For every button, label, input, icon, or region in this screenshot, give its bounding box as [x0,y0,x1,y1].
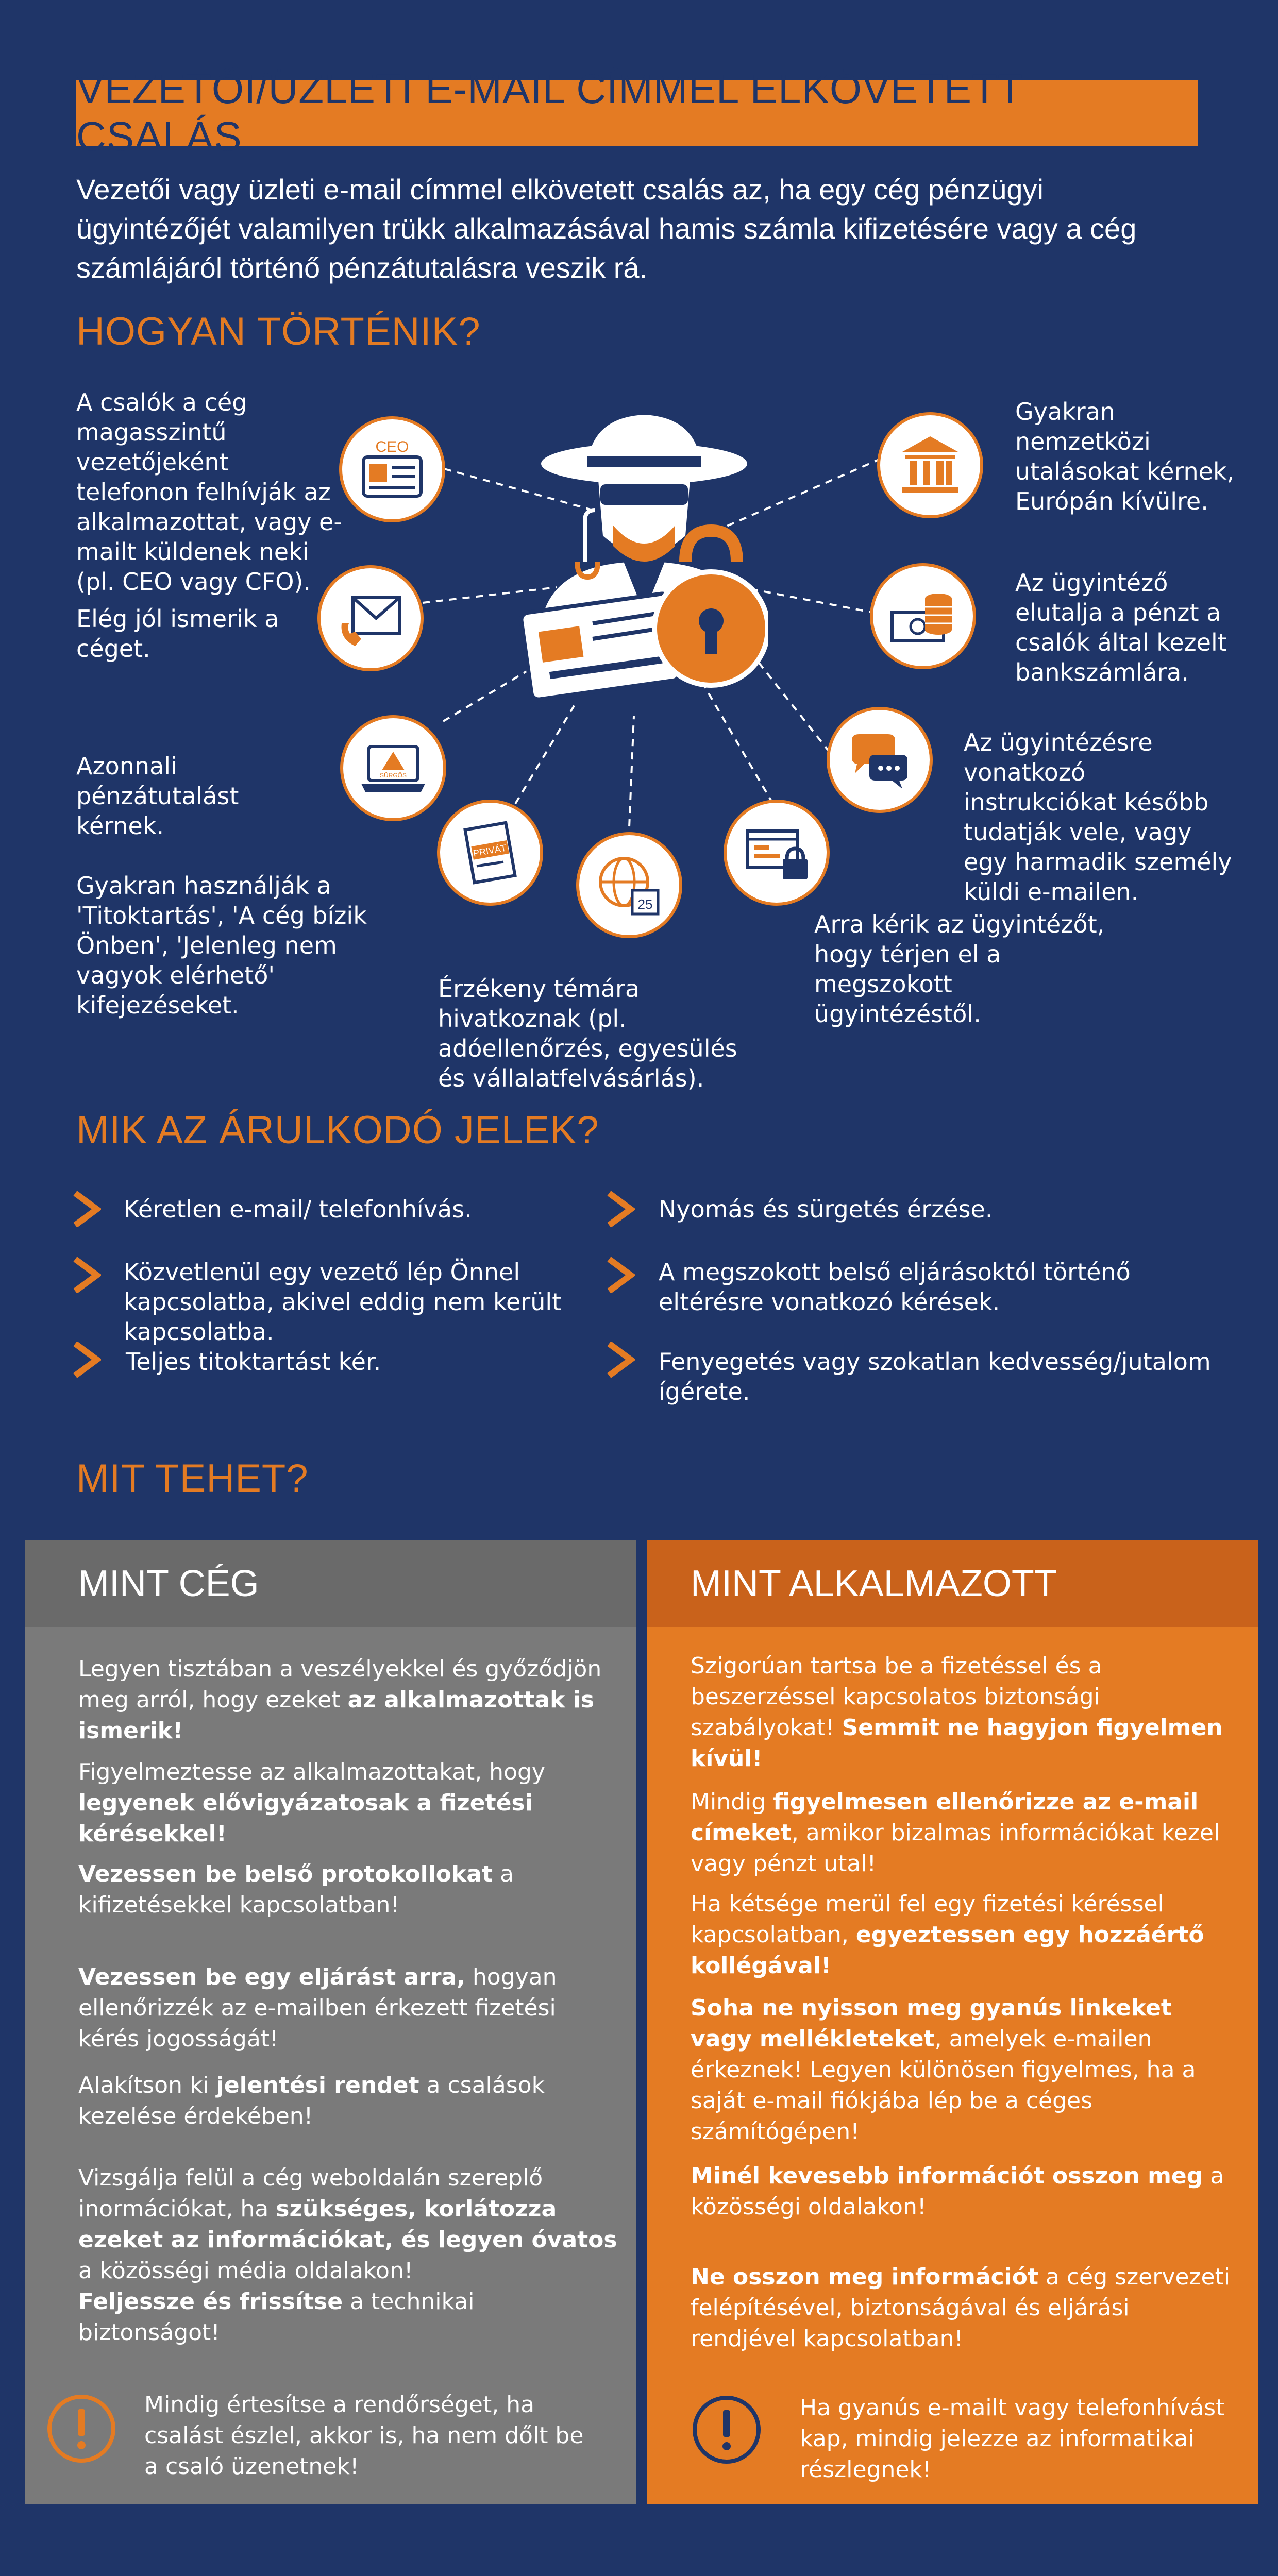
sign-right-1: Nyomás és sürgetés érzése. [659,1195,993,1223]
sign-left-3: Teljes titoktartást kér. [126,1348,381,1376]
company-item-7: Feljessze és frissítse a technikai biztonságot! [78,2289,475,2346]
sign-right-3: Fenyegetés vagy szokatlan kedvesség/jutalom ígérete. [659,1348,1211,1405]
company-list [25,1627,636,2504]
how-item-4: Gyakran használják a 'Titoktartás', 'A cég bízik Önben', 'Jelenleg nem vagyok elérhető' kifejezéseket. [76,872,367,1019]
laptop-warning-icon [340,715,446,821]
chevron-right-icon [606,1257,635,1293]
screen-lock-icon [724,800,830,906]
how-item-3: Azonnali pénzátutalást kérnek. [76,752,239,840]
how-item-6: Arra kérik az ügyintézőt, hogy térjen el a megszokott ügyintézéstől. [814,910,1105,1028]
how-item-8: Az ügyintéző elutalja a pénzt a csalók által kezelt bankszámlára. [1015,569,1227,686]
sign-left-1: Kéretlen e-mail/ telefonhívás. [124,1195,472,1223]
laptop-warning-label: SÜRGŐS [379,772,407,779]
globe-calendar-label: 25 [637,896,653,912]
employee-title: MINT ALKALMAZOTT [647,1540,1258,1627]
what-heading: MIT TEHET? [76,1456,309,1500]
company-item-1: Legyen tisztában a veszélyekkel és győződjön meg arról, hogy ezeket az alkalmazottak is ismerik! [78,1656,602,1744]
page-title: VEZETŐI/ÜZLETI E-MAIL CÍMMEL ELKÖVETETT CSALÁS [76,66,1023,159]
employee-list [647,1627,1258,2504]
alert-exclamation-icon [45,2393,117,2465]
employee-alert: Ha gyanús e-mailt vagy telefonhívást kap, mindig jelezze az informatikai részlegnek! [800,2395,1225,2483]
employee-item-3: Ha kétsége merül fel egy fizetési kéréssel kapcsolatban, egyeztessen egy hozzáértő kollégával! [691,1891,1204,1979]
chevron-right-icon [606,1191,635,1227]
employee-item-2: Mindig figyelmesen ellenőrizze az e-mail címeket, amikor bizalmas információkat kezel vagy pénzt utal! [691,1789,1220,1877]
how-item-7: Az ügyintézésre vonatkozó instrukciókat később tudatják vele, vagy egy harmadik személy küldi e-mailen. [964,728,1232,906]
ceo-icon-label: CEO [375,438,409,455]
intro-text: Vezetői vagy üzleti e-mail címmel elkövetett csalás az, ha egy cég pénzügyi ügyintézőjét valamilyen trükk alkalmazásával hamis számla kifizetésére vagy a cég számlájáról történő pénzátutalásra veszik rá. [76,173,1137,284]
private-document-label: PRIVÁT [472,842,508,859]
how-heading: HOGYAN TÖRTÉNIK? [76,310,481,353]
company-alert: Mindig értesítse a rendőrséget, ha csalást észlel, akkor is, ha nem dőlt be a csaló üzenetnek! [144,2392,584,2480]
chat-bubbles-icon [827,707,933,813]
chevron-right-icon [72,1191,101,1227]
signs-heading: MIK AZ ÁRULKODÓ JELEK? [76,1108,599,1152]
employee-item-4: Soha ne nyisson meg gyanús linkeket vagy mellékleteket, amelyek e-mailen érkeznek! Legyen különösen figyelmes, ha a saját e-mail fiókjába lép be a céges számítógépen! [691,1995,1196,2145]
chevron-right-icon [72,1257,101,1293]
chevron-right-icon [606,1342,635,1378]
how-item-1: A csalók a cég magasszintű vezetőjeként telefonon felhívják az alkalmazottat, vagy e-mailt küldenek neki (pl. CEO vagy CFO). [76,388,342,596]
how-item-2: Elég jól ismerik a céget. [76,605,279,663]
employee-column [647,1540,1258,2504]
chevron-right-icon [72,1342,101,1378]
how-item-9: Gyakran nemzetközi utalásokat kérnek, Európán kívülre. [1015,398,1235,515]
company-item-3: Vezessen be belső protokollokat a kifizetésekkel kapcsolatban! [78,1861,514,1918]
employee-item-1: Szigorúan tartsa be a fizetéssel és a beszerzéssel kapcsolatos biztonsági szabályokat! Semmit ne hagyjon figyelmen kívül! [691,1653,1223,1772]
globe-calendar-icon [576,832,682,938]
company-item-6: Vizsgálja felül a cég weboldalán szereplő inormációkat, ha szükséges, korlátozza ezeket az információkat, és legyen óvatos a közösségi média oldalakon! [78,2165,617,2284]
sign-left-2: Közvetlenül egy vezető lép Önnel kapcsolatba, akivel eddig nem került kapcsolatba. [124,1258,562,1346]
company-title: MINT CÉG [25,1540,636,1627]
private-document-icon [437,800,543,906]
company-column [25,1540,636,2504]
money-coins-icon [870,563,976,669]
company-item-4: Vezessen be egy eljárást arra, hogyan ellenőrizzék az e-mailben érkezett fizetési kérés jogosságát! [78,1964,557,2052]
bank-icon [877,412,983,518]
company-item-5: Alakítson ki jelentési rendet a csalások kezelése érdekében! [78,2072,545,2129]
alert-exclamation-icon [691,2394,763,2466]
title-banner [76,66,1198,159]
sign-right-2: A megszokott belső eljárásoktól történő eltérésre vonatkozó kérések. [659,1258,1131,1316]
company-item-2: Figyelmeztesse az alkalmazottakat, hogy legyenek elővigyázatosak a fizetési kérésekkel! [78,1759,545,1847]
how-item-5: Érzékeny témára hivatkoznak (pl. adóellenőrzés, egyesülés és vállalatfelvásárlás). [438,975,737,1092]
ceo-icon [339,416,445,522]
hacker-figure-icon [510,407,768,737]
employee-item-5: Minél kevesebb információt osszon meg a közösségi oldalakon! [691,2163,1224,2220]
employee-item-6: Ne osszon meg információt a cég szervezeti felépítésével, biztonságával és eljárási rendjével kapcsolatban! [691,2264,1231,2352]
